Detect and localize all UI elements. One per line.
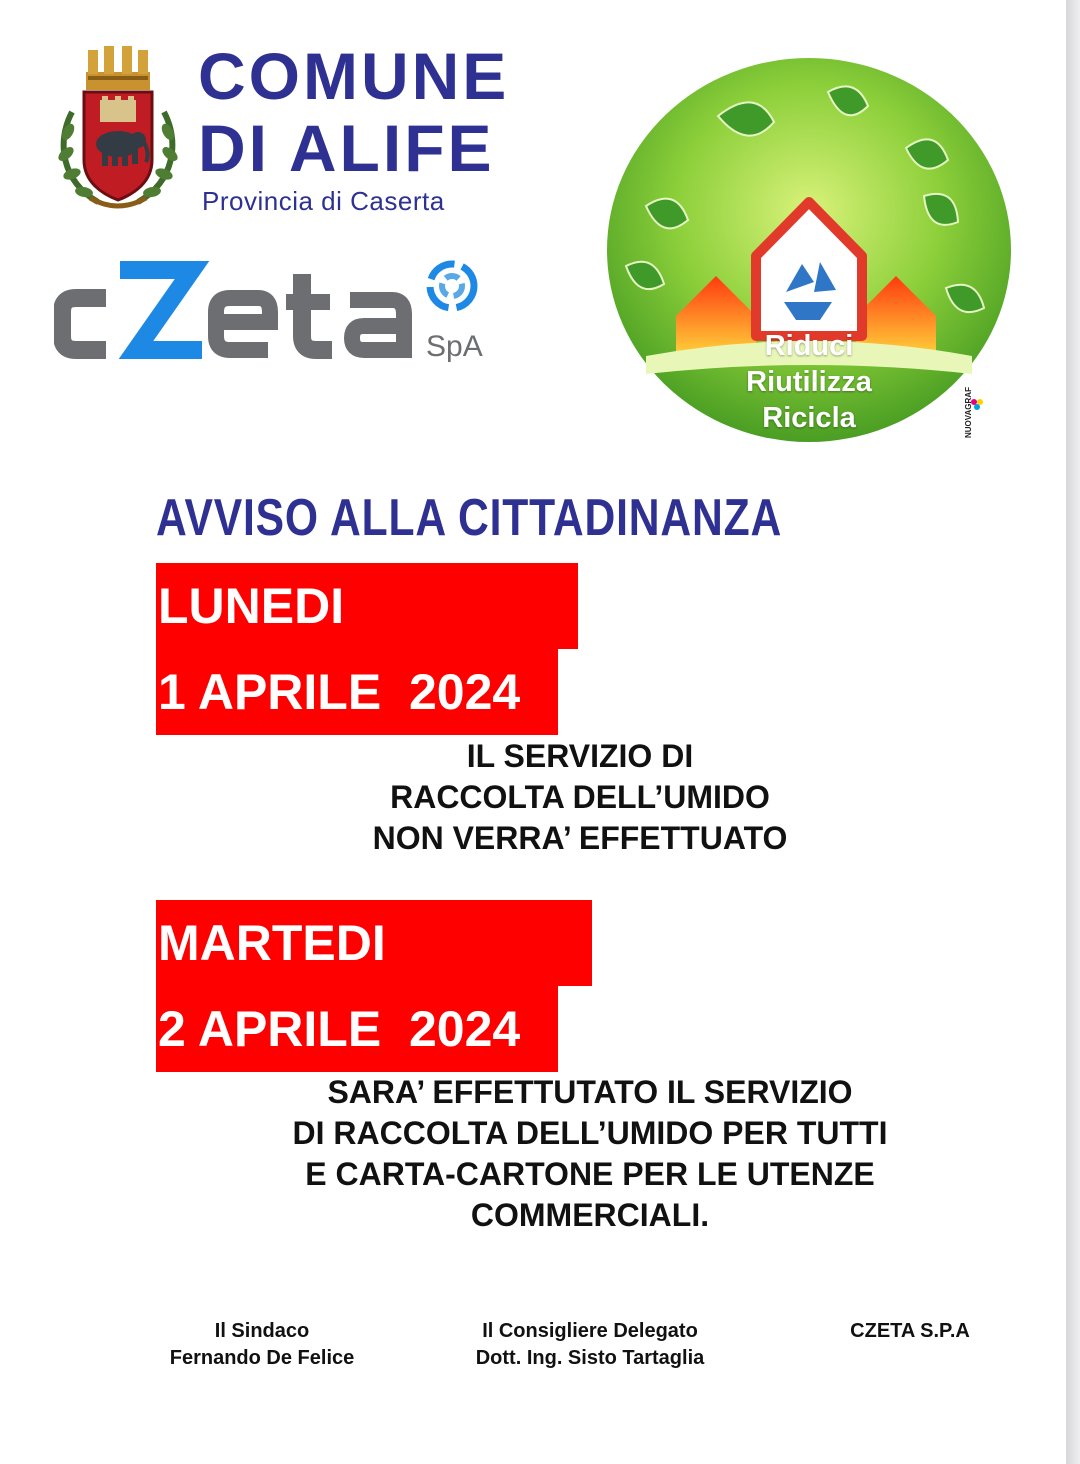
- signature-role: Il Consigliere Delegato: [482, 1320, 698, 1342]
- printer-credit: NUOVAGRAF: [964, 387, 973, 438]
- notice-headline: AVVISO ALLA CITTADINANZA: [156, 489, 783, 547]
- notice-text-2: SARA’ EFFETTUTATO IL SERVIZIO DI RACCOLTA DELL’UMIDO PER TUTTI E CARTA-CARTONE PER LE UTENZE COMMERCIALI.: [292, 1074, 888, 1233]
- date-label-2: 2 APRILE 2024: [156, 986, 558, 1072]
- signature-name: Fernando De Felice: [169, 1347, 355, 1369]
- company-suffix: SpA: [426, 330, 483, 363]
- coat-of-arms-icon: [50, 42, 186, 214]
- page-edge: [1066, 0, 1080, 1464]
- badge-line-2: Riutilizza: [746, 366, 872, 398]
- day-label-1: LUNEDI: [156, 563, 578, 649]
- notice-text-1: IL SERVIZIO DI RACCOLTA DELL’UMIDO NON VERRA’ EFFETTUATO: [372, 738, 788, 856]
- signature-company: [810, 1318, 1010, 1345]
- signature-mayor: [130, 1318, 394, 1372]
- provincia-label: Provincia di Caserta: [202, 186, 445, 216]
- signature-role: Il Sindaco: [214, 1320, 310, 1342]
- date-label-1: 1 APRILE 2024: [156, 649, 558, 735]
- comune-title: COMUNE DI ALIFE: [198, 39, 510, 185]
- day-label-2: MARTEDI: [156, 900, 592, 986]
- badge-line-3: Ricicla: [762, 402, 856, 434]
- signature-role: CZETA S.P.A: [850, 1320, 970, 1342]
- badge-line-1: Riduci: [764, 330, 854, 362]
- signature-name: Dott. Ing. Sisto Tartaglia: [475, 1347, 705, 1369]
- signature-councillor: [430, 1318, 750, 1372]
